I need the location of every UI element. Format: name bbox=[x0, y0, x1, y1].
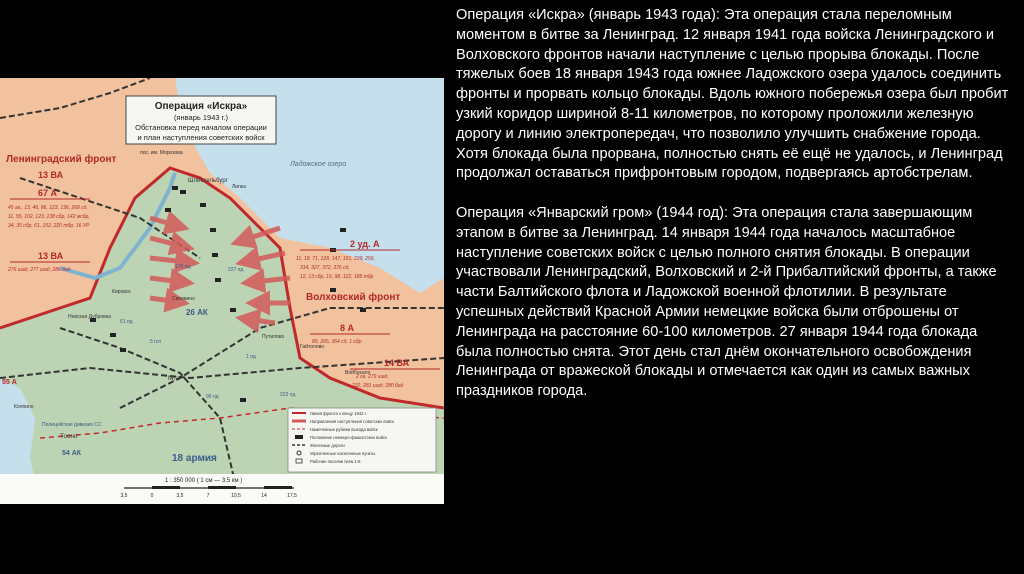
map-graphic bbox=[0, 78, 444, 504]
army67-units: 34, 35 сбр, 61, 152, 220 тбр, 16 УР bbox=[8, 223, 90, 229]
lake-label: Ладожское озеро bbox=[290, 161, 347, 168]
army67-label: 67 А bbox=[38, 188, 58, 198]
map-title: Операция «Искра» bbox=[154, 101, 248, 112]
town-label: Невская Дубровка bbox=[68, 314, 111, 320]
legend-item: Рабочие поселки №№ 1-8 bbox=[310, 459, 361, 464]
army8-label: 8 А bbox=[340, 323, 355, 333]
legend-item: Намеченные рубежи выхода войск bbox=[310, 427, 378, 432]
town-tosno: Тосно bbox=[60, 433, 78, 440]
army67-units: 45 гв., 13, 46, 86, 123, 136, 268 сд, bbox=[8, 205, 88, 211]
division-label: 61 пд bbox=[120, 319, 133, 325]
town-label: пос. им. Морозова bbox=[140, 150, 183, 156]
army2ud-units: 314, 327, 372, 376 сд, bbox=[300, 265, 350, 271]
town-label: Войбокало bbox=[345, 370, 371, 376]
division-label: 223 пд bbox=[280, 392, 296, 398]
va13-units: 276 шад, 277 шад, 286 бад bbox=[8, 267, 71, 273]
army2ud-units: 11, 18, 71, 128, 147, 191, 239, 256, bbox=[296, 256, 375, 262]
legend-item: Железные дороги bbox=[310, 443, 345, 448]
army67-units: 11, 55, 102, 123, 138 сбр, 142 мсбр, bbox=[8, 214, 90, 220]
town-label: Колпино bbox=[14, 404, 34, 410]
va14-units: 232, 281 шад, 280 бад bbox=[352, 383, 404, 389]
volkhov-front-label: Волховский фронт bbox=[306, 292, 401, 303]
scale-tick: 3,5 bbox=[120, 493, 128, 499]
town-label: Синявино bbox=[172, 296, 195, 302]
va14-label: 14 ВА bbox=[384, 358, 410, 368]
va13-label: 13 ВА bbox=[38, 251, 64, 261]
leningrad-front-label: Ленинградский фронт bbox=[6, 154, 117, 165]
map-subtitle-1: (январь 1943 г.) bbox=[173, 113, 229, 122]
town-label: Липка bbox=[232, 184, 246, 190]
legend-item: Укрепленные населенные пункты bbox=[310, 451, 376, 456]
division-label: 1 пд bbox=[246, 354, 256, 360]
slide-text bbox=[456, 6, 1016, 402]
scale-tick: 10,5 bbox=[231, 493, 241, 499]
map-scale: 1 : 350 000 ( 1 см — 3,5 км ) bbox=[165, 478, 243, 484]
legend-item: Направления наступления советских войск bbox=[310, 419, 395, 424]
army18-label: 18 армия bbox=[172, 453, 217, 464]
town-label: Путилово bbox=[262, 334, 285, 340]
division-label: Полицейская дивизия СС bbox=[42, 422, 102, 428]
division-label: 170 пд bbox=[175, 264, 191, 270]
map-subtitle-3: и план наступления советских войск bbox=[137, 133, 265, 142]
corps54-label: 54 АК bbox=[62, 450, 82, 457]
army2ud-units: 12, 13 сбр, 16, 98, 122, 185 тбр bbox=[300, 274, 374, 280]
scale-tick: 0 bbox=[150, 493, 154, 499]
scale-tick: 17,5 bbox=[287, 493, 297, 499]
army2ud-label: 2 уд. А bbox=[350, 239, 380, 249]
town-mga: Мга bbox=[168, 375, 180, 382]
legend-item: Линия фронта к концу 1942 г. bbox=[310, 411, 367, 416]
army55-label: 55 А bbox=[2, 379, 17, 386]
operation-iskra-map bbox=[0, 78, 444, 504]
town-shlisselburg: Шлиссельбург bbox=[188, 178, 228, 184]
corps26-label: 26 АК bbox=[186, 308, 208, 317]
map-subtitle-2: Обстановка перед началом операции bbox=[135, 123, 267, 132]
town-label: Гайтолово bbox=[300, 344, 325, 350]
va14-units: 2 гв. 279 шад, bbox=[356, 374, 389, 380]
division-label: 5 гсп bbox=[150, 339, 162, 345]
scale-tick: 7 bbox=[206, 493, 210, 499]
va13-top-label: 13 ВА bbox=[38, 170, 64, 180]
division-label: 227 пд bbox=[228, 267, 244, 273]
paragraph-operation-january-thunder: Операция «Январский гром» (1944 год): Эта операция стала завершающим этапом в битве за Ленинград. 14 января 1944 года началось масштабное наступление советских войск с целью полного снятия блокады. В операции участвовали Ленинградский, Волховский и 2-й Прибалтийский фронты, а также части Балтийского флота и Ладожской военной флотилии. В результате успешных действий Красной Армии немецкие войска были отброшены от Ленинграда на расстояние 60-100 километров. 27 января 1944 года блокада была полностью снята. Этот день стал днём окончательного освобождения Ленинграда от вражеской блокады и отмечается как один из самых важных праздников города. bbox=[456, 204, 997, 400]
army8-units: 80, 265, 364 сд, 1 сбр bbox=[312, 339, 362, 345]
scale-tick: 14 bbox=[261, 493, 267, 499]
scale-tick: 3,5 bbox=[176, 493, 184, 499]
town-label: Кировск bbox=[112, 289, 131, 295]
division-label: 96 пд bbox=[206, 394, 219, 400]
paragraph-operation-iskra: Операция «Искра» (январь 1943 года): Эта операция стала переломным моментом в битве за Ленинград. 12 января 1941 года войска Ленинградского и Волховского фронтов начали наступление с целью прорыва блокады. После тяжелых боев 18 января 1943 года южнее Ладожского озера удалось соединить фронты и прорвать кольцо блокады. Вдоль южного побережья озера был пробит узкий коридор шириной 8-11 километров, по которому проложили железную дорогу и линию электропередач, что позволило улучшить снабжение города. Хотя блокада была прорвана, полностью снять её ещё не удалось, и Ленинград продолжал оставаться прифронтовым городом, подвергаясь артобстрелам. bbox=[456, 7, 1009, 182]
legend-item: Положение немецко-фашистских войск bbox=[310, 435, 387, 440]
